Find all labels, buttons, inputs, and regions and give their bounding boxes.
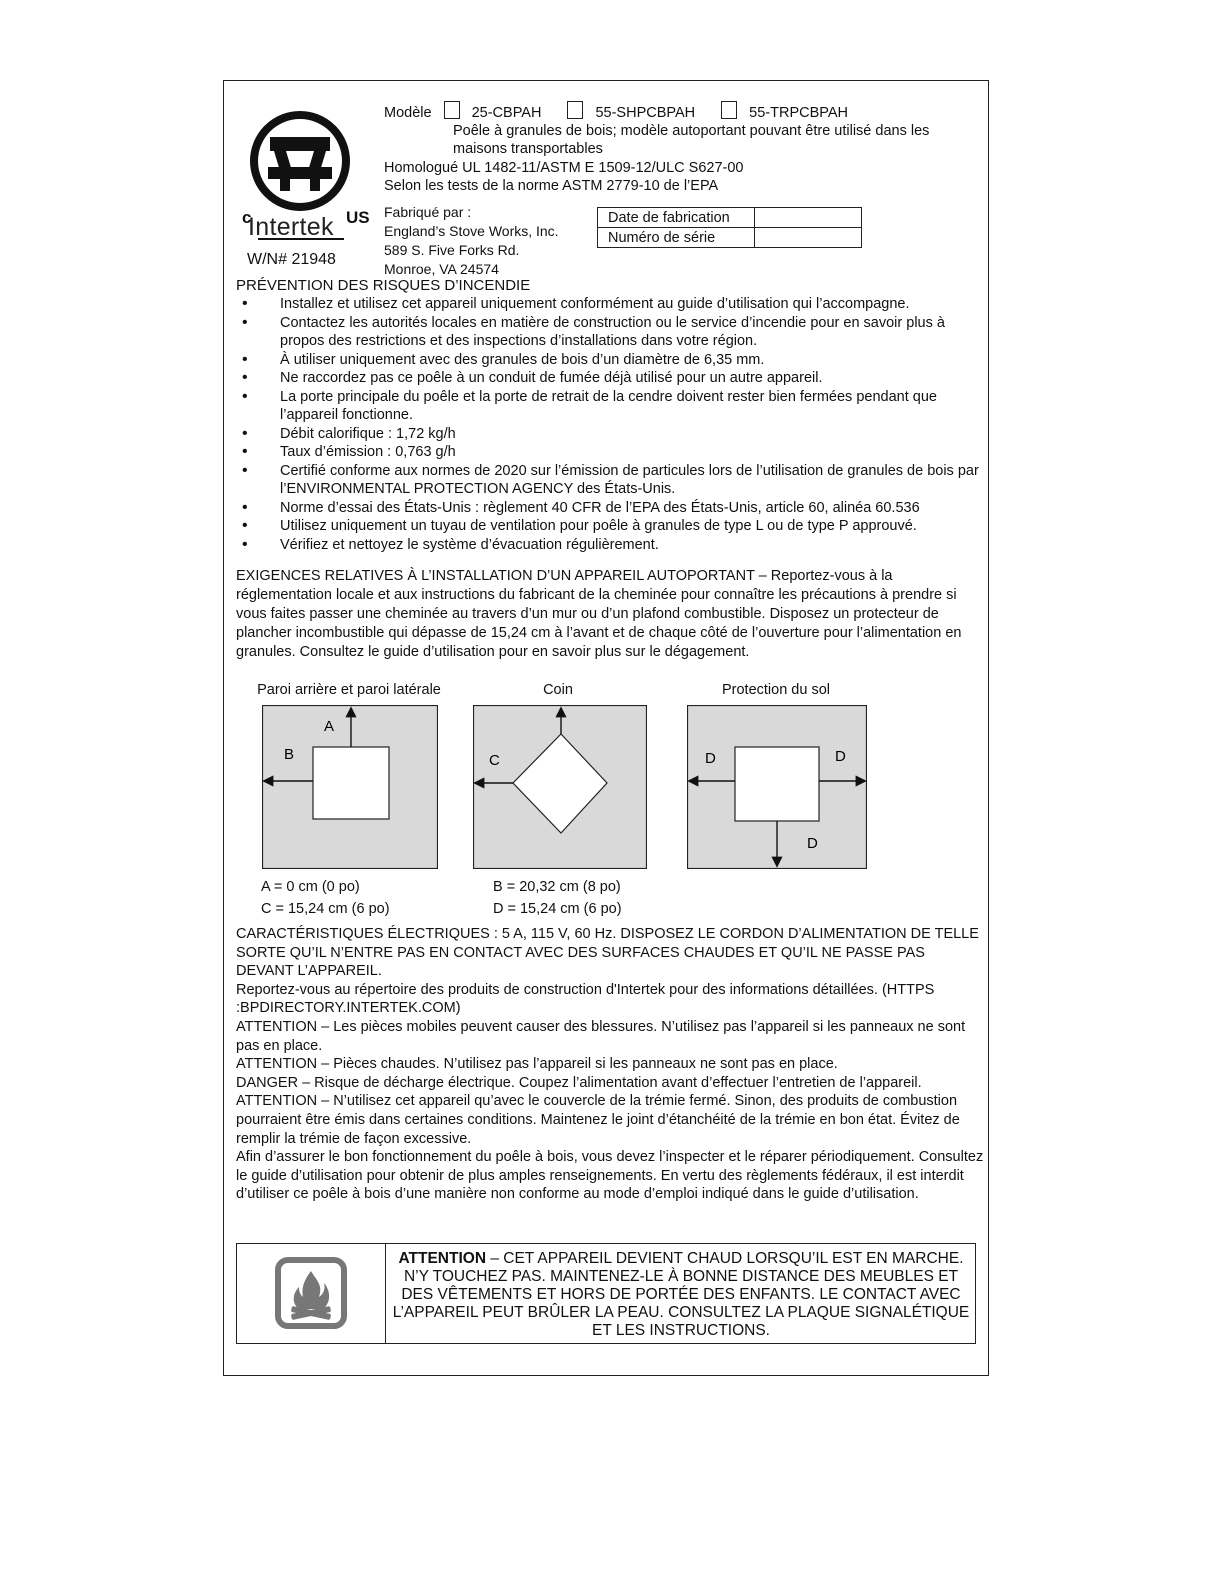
table-row	[598, 228, 862, 248]
description-line-2: maisons transportables	[453, 141, 603, 157]
list-item: • Certifié conforme aux normes de 2020 sur l’émission de particules lors de l’utilisation de granules de bois par l’ENVIRONMENTAL PROTECTION AGENCY des États-Unis.	[236, 462, 986, 499]
model-option-1: 25-CBPAH	[471, 105, 542, 121]
fire-hazard-icon	[275, 1257, 347, 1329]
wn-number: W/N# 21948	[247, 251, 336, 268]
model-option-3: 55-TRPCBPAH	[749, 105, 848, 121]
attention-hot-parts: ATTENTION – Pièces chaudes. N’utilisez pas l’appareil si les panneaux ne sont pas en place.	[236, 1056, 838, 1073]
hot-surface-warning	[236, 1243, 976, 1344]
manufacturer-name: England’s Stove Works, Inc.	[384, 223, 559, 239]
installation-requirements: EXIGENCES RELATIVES À L’INSTALLATION D’UN APPAREIL AUTOPORTANT – Reportez-vous à la réglementation locale et aux instructions du fabricant de la cheminée pour connaître les précautions à prendre si vous faites passer une cheminée au travers d’un mur ou d’un plafond combustible. Disposez un protecteur de plancher incombustible qui dépasse de 15,24 cm à l’avant et de chaque côté de l’ouverture pour l’alimentation en granules. Consultez le guide d’utilisation pour en savoir plus sur le dégagement.	[236, 568, 962, 660]
logo-c-mark: c	[242, 208, 252, 227]
logo-us-mark: US	[346, 208, 370, 227]
model-checkbox-2[interactable]	[567, 101, 583, 119]
intertek-logo	[230, 111, 370, 271]
letter-d-bottom: D	[807, 835, 818, 852]
safety-notices	[236, 925, 986, 1204]
model-checkbox-3[interactable]	[721, 101, 737, 119]
warning-message	[387, 1250, 975, 1340]
letter-b: B	[284, 746, 295, 763]
model-checkbox-1[interactable]	[444, 101, 460, 119]
manufacturer-label: Fabriqué par :	[384, 204, 472, 220]
diagram-floor-protection	[687, 705, 867, 869]
dimension-d: D = 15,24 cm (6 po)	[493, 901, 622, 917]
list-item: • Taux d’émission : 0,763 g/h	[236, 443, 986, 462]
listing-standard: Homologué UL 1482-11/ASTM E 1509-12/ULC S627-00	[384, 160, 744, 176]
diagram-wall-clearance	[262, 705, 438, 869]
list-item: • Ne raccordez pas ce poêle à un conduit de fumée déjà utilisé pour un autre appareil.	[236, 369, 986, 388]
directory-note: Reportez-vous au répertoire des produits de construction d'Intertek pour des informations détaillées. (HTTPS :BPDIRECTORY.INTERTEK.COM)	[236, 981, 935, 1017]
serial-value	[755, 228, 862, 248]
fire-prevention-list	[236, 295, 986, 554]
diagram-title-wall: Paroi arrière et paroi latérale	[257, 682, 441, 698]
dimension-b: B = 20,32 cm (8 po)	[493, 879, 621, 895]
list-item: • La porte principale du poêle et la porte de retrait de la cendre doivent rester bien fermées pendant que l’appareil fonctionne.	[236, 388, 986, 425]
manufacturer-address: 589 S. Five Forks Rd.	[384, 242, 520, 258]
dimension-a: A = 0 cm (0 po)	[261, 879, 360, 895]
letter-d-right: D	[835, 748, 846, 765]
letter-a: A	[324, 718, 335, 735]
danger-shock: DANGER – Risque de décharge électrique. Coupez l’alimentation avant d’effectuer l’entretien de l’appareil.	[236, 1074, 922, 1091]
diagram-corner-clearance	[473, 705, 647, 869]
serial-label: Numéro de série	[598, 228, 755, 248]
list-item: • À utiliser uniquement avec des granules de bois d’un diamètre de 6,35 mm.	[236, 351, 986, 370]
warning-bold: ATTENTION	[398, 1250, 487, 1267]
table-row	[598, 208, 862, 228]
list-item: • Norme d’essai des États-Unis : règlement 40 CFR de l’EPA des États-Unis, article 60, alinéa 60.536	[236, 499, 986, 518]
date-label: Date de fabrication	[598, 208, 755, 228]
date-value	[755, 208, 862, 228]
logo-brand: Intertek	[248, 213, 334, 241]
attention-hopper: ATTENTION – N’utilisez cet appareil qu’avec le couvercle de la trémie fermé. Sinon, des produits de combustion pourraient être émis dans certaines conditions. Maintenez le joint d’étanchéité de la trémie en bon état. Évitez de remplir la trémie de façon excessive.	[236, 1093, 960, 1147]
rating-label	[223, 80, 989, 1376]
fire-prevention-title: PRÉVENTION DES RISQUES D’INCENDIE	[236, 277, 531, 294]
model-option-2: 55-SHPCBPAH	[595, 105, 696, 121]
model-line	[384, 101, 862, 123]
epa-test: Selon les tests de la norme ASTM 2779-10 de l’EPA	[384, 178, 719, 194]
warning-text: – CET APPAREIL DEVIENT CHAUD LORSQU’IL EST EN MARCHE. N’Y TOUCHEZ PAS. MAINTENEZ-LE À BONNE DISTANCE DES MEUBLES ET DES VÊTEMENTS ET HORS DE PORTÉE DES ENFANTS. LE CONTACT AVEC L’APPAREIL PEUT BRÛLER LA PEAU. CONSULTEZ LA PLAQUE SIGNALÉTIQUE ET LES INSTRUCTIONS.	[392, 1250, 970, 1339]
diagram-title-corner: Coin	[543, 682, 573, 698]
letter-c: C	[489, 752, 500, 769]
diagram-title-floor: Protection du sol	[721, 682, 830, 698]
model-label: Modèle	[384, 105, 432, 121]
maintenance-note: Afin d’assurer le bon fonctionnement du poêle à bois, vous devez l’inspecter et le réparer périodiquement. Consultez le guide d’utilisation pour obtenir de plus amples renseignements. En vertu des règlements fédéraux, il est interdit d’utiliser ce poêle à bois d’une manière non conforme au mode d’emploi indiqué dans le guide d’utilisation.	[236, 1149, 984, 1203]
description-line-1: Poêle à granules de bois; modèle autoportant pouvant être utilisé dans les	[453, 123, 930, 139]
list-item: • Débit calorifique : 1,72 kg/h	[236, 425, 986, 444]
electrical-specs: CARACTÉRISTIQUES ÉLECTRIQUES : 5 A, 115 V, 60 Hz. DISPOSEZ LE CORDON D’ALIMENTATION DE TELLE SORTE QU’IL N’ENTRE PAS EN CONTACT AVEC DES SURFACES CHAUDES ET QU’IL NE PASSE PAS DEVANT L’APPAREIL.	[236, 926, 979, 980]
attention-moving-parts: ATTENTION – Les pièces mobiles peuvent causer des blessures. N’utilisez pas l’appareil si les panneaux ne sont pas en place.	[236, 1018, 966, 1054]
list-item: • Contactez les autorités locales en matière de construction ou le service d’incendie pour en savoir plus à propos des restrictions et des inspections d’installations dans votre région.	[236, 314, 986, 351]
list-item: • Installez et utilisez cet appareil uniquement conformément au guide d’utilisation qui l’accompagne.	[236, 295, 986, 314]
manufacturer-block	[384, 203, 559, 279]
list-item: • Vérifiez et nettoyez le système d’évacuation régulièrement.	[236, 536, 986, 555]
letter-d-left: D	[705, 750, 716, 767]
dimension-c: C = 15,24 cm (6 po)	[261, 901, 390, 917]
manufacturer-city: Monroe, VA 24574	[384, 261, 499, 277]
manufacture-info-table	[597, 207, 862, 248]
list-item: • Utilisez uniquement un tuyau de ventilation pour poêle à granules de type L ou de type P approuvé.	[236, 517, 986, 536]
